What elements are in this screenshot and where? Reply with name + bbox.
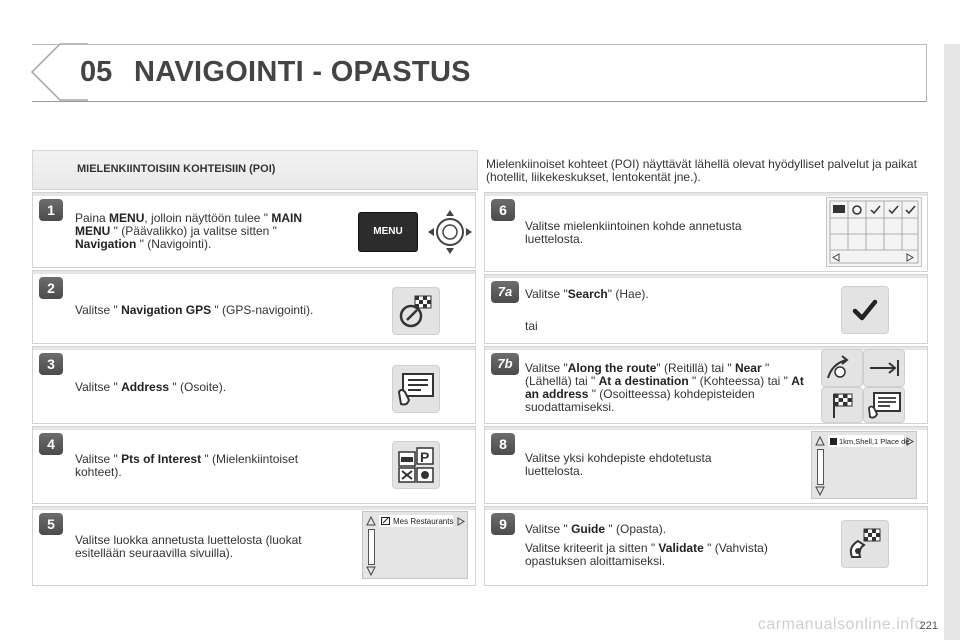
chapter-number: 05	[80, 56, 113, 88]
poi-grid-screen[interactable]	[826, 197, 922, 267]
at-destination-icon-box[interactable]	[821, 387, 863, 423]
guide-icon-box[interactable]	[841, 520, 889, 568]
pts-of-interest-icon-box[interactable]	[392, 441, 440, 489]
menu-button[interactable]: MENU	[358, 212, 418, 252]
scroll-up-icon[interactable]	[366, 516, 376, 526]
step-5-text: Valitse luokka annetusta luettelosta (luokat esitellään seuraavilla sivuilla).	[75, 533, 302, 560]
arrow-right-icon[interactable]	[457, 517, 465, 526]
step-badge: 8	[491, 433, 515, 455]
list-item-label: Mes Restaurants	[393, 517, 454, 526]
navigation-dial-icon[interactable]	[424, 206, 476, 258]
page-edge-bar	[944, 44, 960, 640]
step-badge: 4	[39, 433, 63, 455]
step-8-text: Valitse yksi kohdepiste ehdotetusta luettelosta.	[525, 451, 712, 478]
step-badge: 9	[491, 513, 515, 535]
along-route-icon-box[interactable]	[821, 349, 863, 387]
step-7a-text: Valitse "Search" (Hae).	[525, 287, 649, 301]
destination-flag-icon	[822, 388, 862, 422]
category-list-screen[interactable]	[362, 511, 468, 579]
step-badge: 2	[39, 277, 63, 299]
step-3-text: Valitse " Address " (Osoite).	[75, 380, 227, 394]
poi-icon	[393, 442, 439, 488]
step-badge: 5	[39, 513, 63, 535]
at-address-icon-box[interactable]	[863, 387, 905, 423]
scroll-down-icon[interactable]	[366, 566, 376, 576]
poi-result-screen[interactable]	[811, 431, 917, 499]
near-icon-box[interactable]	[863, 349, 905, 387]
arrow-right-icon[interactable]	[906, 437, 914, 446]
address-card-icon	[864, 388, 904, 422]
step-9-text-line2: Valitse kriteerit ja sitten " Validate " (Vahvista) opastuksen aloittamiseksi.	[525, 541, 768, 568]
section-title-box	[32, 150, 478, 190]
step-badge: 7a	[491, 281, 519, 303]
step-badge: 6	[491, 199, 515, 221]
step-badge: 3	[39, 353, 63, 375]
step-6-text: Valitse mielenkiintoinen kohde annetusta luettelosta.	[525, 219, 742, 246]
guide-flag-icon	[842, 521, 888, 567]
step-badge: 1	[39, 199, 63, 221]
poi-marker-icon	[830, 438, 837, 445]
navigation-gps-icon-box[interactable]	[392, 287, 440, 335]
step-9-text-line1: Valitse " Guide " (Opasta).	[525, 522, 667, 536]
intro-text: Mielenkiinoiset kohteet (POI) näyttävät lähellä olevat hyödylliset palvelut ja paikat (hotellit, liikekeskukset, lentokentät jne.).	[486, 157, 917, 184]
page-number: 221	[919, 620, 938, 632]
arrow-right-route-icon	[864, 350, 904, 386]
route-dial-icon	[822, 350, 862, 386]
address-icon-box[interactable]	[392, 365, 440, 413]
watermark: carmanualsonline.info	[757, 616, 924, 633]
step-7b-text: Valitse "Along the route" (Reitillä) tai " Near " (Lähellä) tai " At a destination " (Kohteessa) tai " At an address " (Osoitteessa) kohdepisteiden suodattamiseksi.	[525, 361, 804, 414]
address-card-icon	[393, 366, 439, 412]
step-4-text: Valitse " Pts of Interest " (Mielenkiintoiset kohteet).	[75, 452, 299, 479]
step-1-text: Paina MENU, jolloin näyttöön tulee " MAIN MENU " (Päävalikko) ja valitse sitten " Navigation " (Navigointi).	[75, 211, 303, 251]
scroll-up-icon[interactable]	[815, 436, 825, 446]
gps-flag-icon	[393, 288, 439, 334]
step-7a-or: tai	[525, 319, 538, 333]
search-icon-box[interactable]	[841, 286, 889, 334]
checkmark-icon	[842, 287, 888, 333]
chapter-title: NAVIGOINTI - OPASTUS	[134, 56, 471, 88]
list-item-label: 1km,Shell,1 Place de	[839, 437, 910, 446]
scrollbar[interactable]	[368, 529, 375, 565]
scroll-down-icon[interactable]	[815, 486, 825, 496]
svg-text:P: P	[420, 449, 430, 465]
edit-icon	[381, 517, 390, 525]
scrollbar[interactable]	[817, 449, 824, 485]
step-2-text: Valitse " Navigation GPS " (GPS-navigointi).	[75, 303, 314, 317]
poi-grid	[827, 198, 921, 266]
step-badge: 7b	[491, 353, 519, 375]
section-title: MIELENKIINTOISIIN KOHTEISIIN (POI)	[77, 163, 276, 175]
